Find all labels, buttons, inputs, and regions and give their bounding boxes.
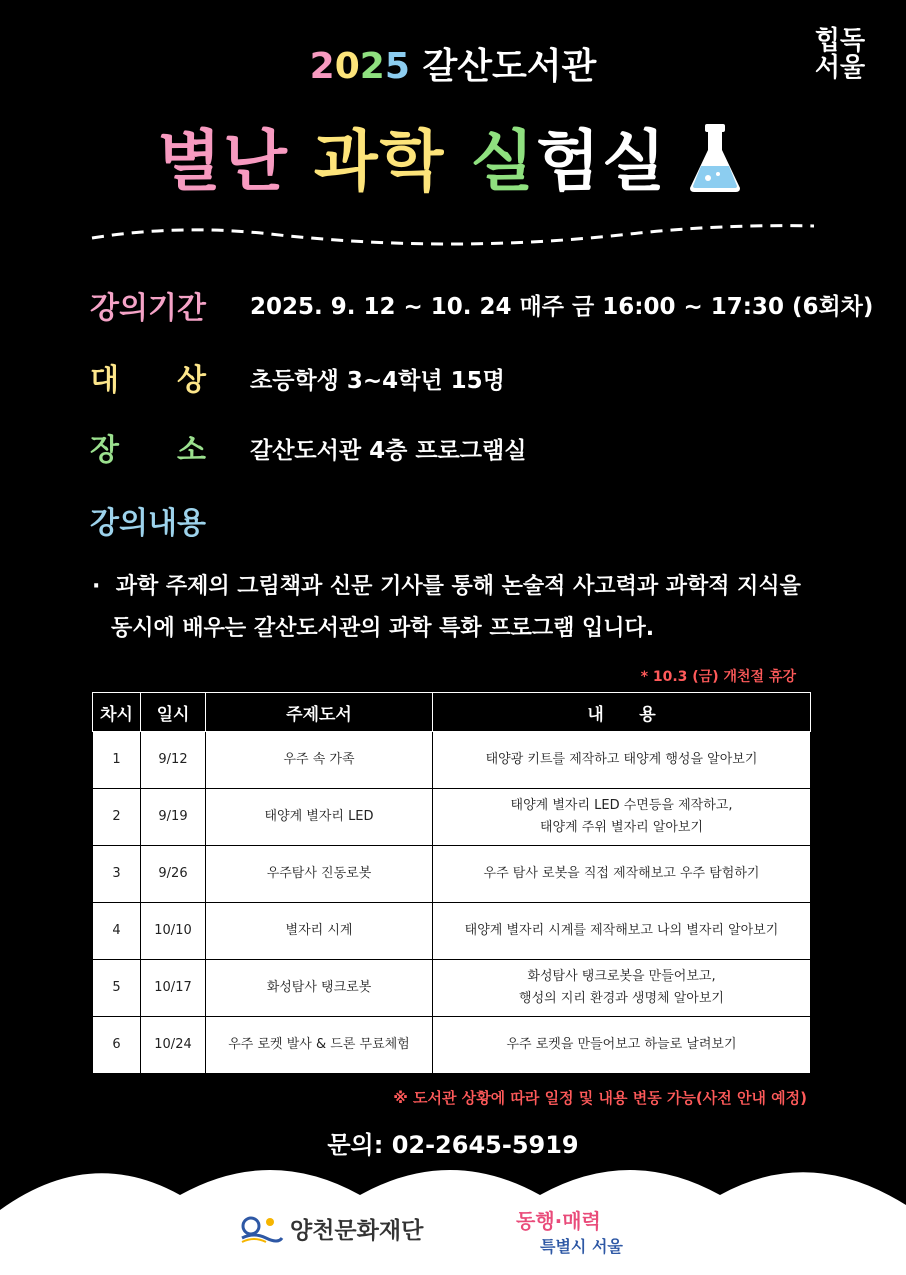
program-description: · 과학 주제의 그림책과 신문 기사를 통해 논술적 사고력과 과학적 지식을 동시에 배우는 갈산도서관의 과학 특화 프로그램 입니다. <box>92 574 801 641</box>
date-cell: 9/26 <box>141 846 206 903</box>
title-part-4: 험실 <box>536 123 668 200</box>
table-row <box>93 903 811 960</box>
session-cell: 6 <box>93 1017 141 1074</box>
col-date: 일시 <box>141 693 206 732</box>
book-cell: 우주 로켓 발사 & 드론 무료체험 <box>206 1017 433 1074</box>
date-cell: 10/24 <box>141 1017 206 1074</box>
content-cell: 우주 탐사 로봇을 직접 제작해보고 우주 탐험하기 <box>433 846 811 903</box>
year-text: 2025 <box>309 46 410 87</box>
schedule-table <box>92 692 811 1074</box>
sun-wave-icon <box>240 1214 284 1244</box>
period-label: 강의기간 <box>90 291 206 326</box>
col-session: 차시 <box>93 693 141 732</box>
seoul-city-logo: 동행·매력 특별시 서울 <box>516 1209 623 1256</box>
book-cell: 우주 속 가족 <box>206 732 433 789</box>
place-value: 갈산도서관 4층 프로그램실 <box>250 438 527 464</box>
book-cell: 우주탐사 진동로봇 <box>206 846 433 903</box>
table-row <box>93 789 811 846</box>
library-name: 갈산도서관 <box>422 46 597 87</box>
page-title <box>0 108 906 203</box>
col-content: 내 용 <box>433 693 811 732</box>
title-part-2: 과학 <box>313 123 446 200</box>
flask-icon <box>688 122 742 194</box>
table-row <box>93 846 811 903</box>
content-cell: 태양계 별자리 LED 수면등을 제작하고, 태양계 주위 별자리 알아보기 <box>433 789 811 846</box>
cloud-footer-shape <box>0 1155 906 1275</box>
table-row <box>93 960 811 1017</box>
date-cell: 9/19 <box>141 789 206 846</box>
place-label: 장소 <box>90 433 264 468</box>
change-notice: ※ 도서관 상황에 따라 일정 및 내용 변동 가능(사전 안내 예정) <box>393 1089 807 1107</box>
content-cell: 태양계 별자리 시계를 제작해보고 나의 별자리 알아보기 <box>433 903 811 960</box>
session-cell: 5 <box>93 960 141 1017</box>
page-subtitle <box>0 38 906 89</box>
target-label: 대상 <box>90 363 264 398</box>
book-cell: 별자리 시계 <box>206 903 433 960</box>
period-value: 2025. 9. 12 ~ 10. 24 매주 금 16:00 ~ 17:30 (6회차) <box>250 294 874 320</box>
session-cell: 2 <box>93 789 141 846</box>
date-cell: 10/17 <box>141 960 206 1017</box>
session-cell: 4 <box>93 903 141 960</box>
book-cell: 태양계 별자리 LED <box>206 789 433 846</box>
col-book: 주제도서 <box>206 693 433 732</box>
content-cell: 화성탐사 탱크로봇을 만들어보고, 행성의 지리 환경과 생명체 알아보기 <box>433 960 811 1017</box>
seoul-hipdok-logo: 힙독 서울 <box>814 26 866 83</box>
holiday-notice: * 10.3 (금) 개천절 휴강 <box>640 669 796 685</box>
title-part-3: 실 <box>470 123 537 200</box>
table-header-row <box>93 693 811 732</box>
target-value: 초등학생 3~4학년 15명 <box>250 368 505 394</box>
dashed-wave-divider <box>90 222 816 252</box>
content-cell: 우주 로켓을 만들어보고 하늘로 날려보기 <box>433 1017 811 1074</box>
title-part-1: 별난 <box>157 123 289 200</box>
yangcheon-foundation-logo: 양천문화재단 <box>240 1212 423 1245</box>
date-cell: 9/12 <box>141 732 206 789</box>
date-cell: 10/10 <box>141 903 206 960</box>
content-label: 강의내용 <box>90 506 206 541</box>
session-cell: 1 <box>93 732 141 789</box>
table-row <box>93 732 811 789</box>
book-cell: 화성탐사 탱크로봇 <box>206 960 433 1017</box>
table-row <box>93 1017 811 1074</box>
content-cell: 태양광 키트를 제작하고 태양계 행성을 알아보기 <box>433 732 811 789</box>
contact-info: 문의: 02-2645-5919 <box>327 1131 579 1159</box>
session-cell: 3 <box>93 846 141 903</box>
